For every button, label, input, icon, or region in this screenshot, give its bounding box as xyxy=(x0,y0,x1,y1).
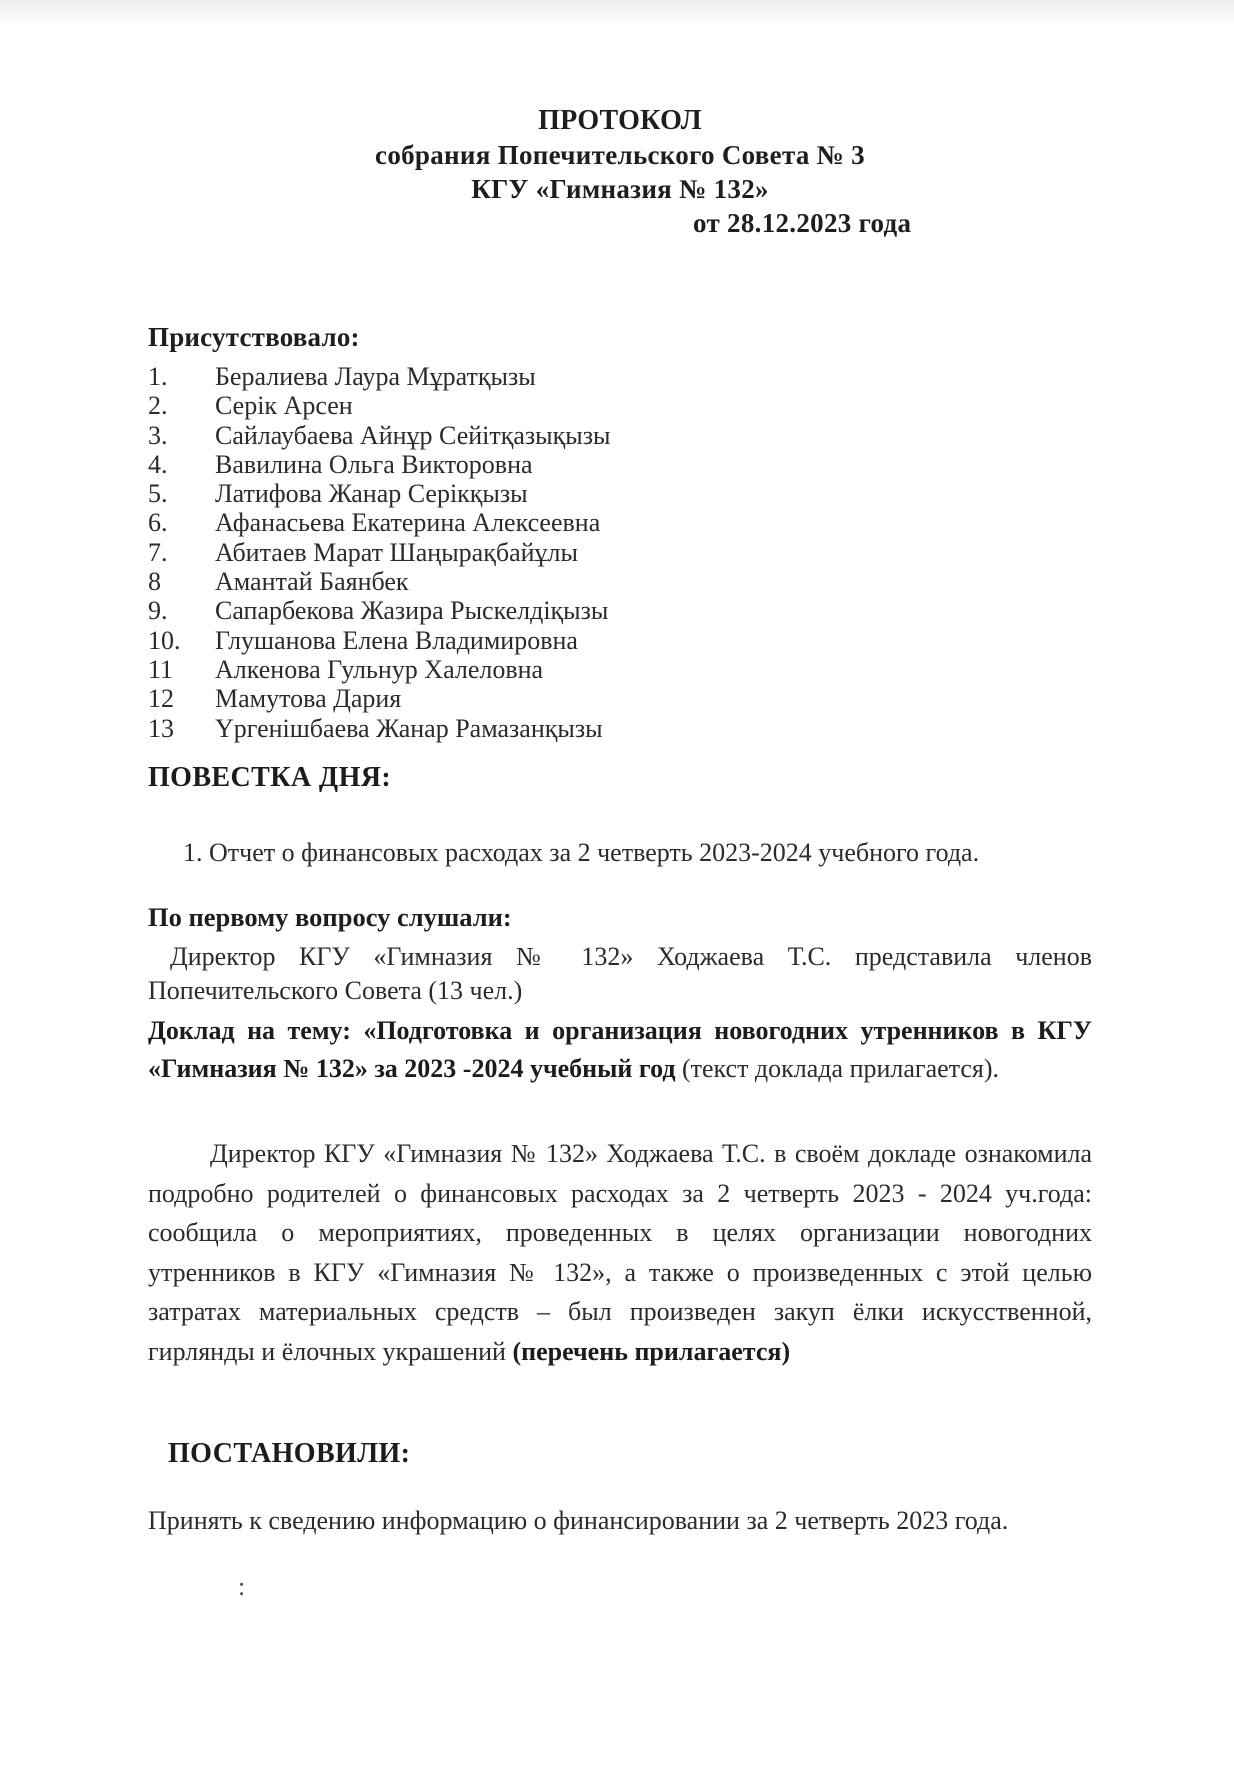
list-item xyxy=(148,362,1092,391)
member-name: Вавилина Ольга Викторовна xyxy=(215,449,533,479)
agenda-item: 1. Отчет о финансовых расходах за 2 четверть 2023-2024 учебного года. xyxy=(183,838,980,867)
member-number: 10. xyxy=(148,625,181,655)
document-subtitle-school: КГУ «Гимназия № 132» xyxy=(471,174,769,204)
first-question-section xyxy=(148,902,1092,1088)
member-number: 5. xyxy=(148,479,168,509)
member-name: Абитаев Марат Шаңырақбайұлы xyxy=(215,537,578,567)
document-title: ПРОТОКОЛ xyxy=(538,105,702,136)
member-number: 8 xyxy=(148,567,161,597)
list-item xyxy=(148,567,1092,596)
list-item xyxy=(148,626,1092,655)
resolution-paragraph: Принять к сведению информацию о финансировании за 2 четверть 2023 года. xyxy=(148,1506,1009,1535)
member-name: Сайлаубаева Айнұр Сейітқазықызы xyxy=(215,420,611,450)
list-item xyxy=(148,421,1092,450)
first-question-intro: Директор КГУ «Гимназия № 132» Ходжаева Т.С. представила членов Попечительского Совета (13 чел.) xyxy=(148,942,1092,1005)
list-item xyxy=(148,596,1092,625)
list-item xyxy=(148,655,1092,684)
document-subtitle-council: собрания Попечительского Совета № 3 xyxy=(375,140,865,170)
member-number: 13 xyxy=(148,713,174,743)
member-name: Афанасьева Екатерина Алексеевна xyxy=(215,508,601,538)
agenda-heading: ПОВЕСТКА ДНЯ: xyxy=(148,762,392,793)
member-number: 9. xyxy=(148,596,168,626)
list-item xyxy=(148,714,1092,743)
report-topic-regular: (текст доклада прилагается). xyxy=(681,1054,999,1083)
member-name: Амантай Баянбек xyxy=(215,567,409,597)
list-item xyxy=(148,508,1092,537)
member-name: Латифова Жанар Серікқызы xyxy=(215,479,528,509)
member-name: Бералиева Лаура Мұратқызы xyxy=(215,362,536,391)
attendees-heading: Присутствовало: xyxy=(148,322,360,352)
resolution-heading: ПОСТАНОВИЛИ: xyxy=(168,1438,411,1469)
member-number: 1. xyxy=(148,362,168,391)
member-number: 6. xyxy=(148,508,168,538)
list-item xyxy=(148,450,1092,479)
member-name: Глушанова Елена Владимировна xyxy=(215,625,578,655)
attendees-section xyxy=(148,322,1092,743)
report-detail-paragraph xyxy=(148,1134,1092,1371)
member-name: Сапарбекова Жазира Рыскелдіқызы xyxy=(215,596,609,626)
member-name: Серік Арсен xyxy=(215,391,353,421)
list-item xyxy=(148,538,1092,567)
document-date: от 28.12.2023 года xyxy=(693,208,912,238)
member-number: 3. xyxy=(148,420,168,450)
first-question-heading: По первому вопросу слушали: xyxy=(148,902,512,932)
report-detail-bold: (перечень прилагается) xyxy=(512,1336,791,1366)
report-topic-paragraph xyxy=(148,1012,1092,1088)
member-number: 2. xyxy=(148,391,168,421)
report-topic-bold: Доклад на тему: «Подготовка и организация новогодних утренников в КГУ «Гимназия № 132» за 2023 -2024 учебный год xyxy=(148,1016,1092,1083)
member-name: Алкенова Гульнур Халеловна xyxy=(215,654,544,684)
member-name: Үргенішбаева Жанар Рамазанқызы xyxy=(215,713,603,743)
report-detail-regular: Директор КГУ «Гимназия № 132» Ходжаева Т.С. в своём докладе ознакомила подробно родителей о финансовых расходах за 2 четверть 2023 - 2024 уч.года: сообщила о мероприятиях, проведенных в целях организации новогодних утренников в КГУ «Гимназия № 132», а также о произведенных с этой целью затратах материальных средств – был произведен закуп ёлки искусственной, гирлянды и ёлочных украшений xyxy=(148,1139,1092,1366)
member-number: 11 xyxy=(148,654,174,684)
member-number: 12 xyxy=(148,684,174,714)
member-name: Мамутова Дария xyxy=(215,684,402,714)
list-item xyxy=(148,391,1092,420)
list-item xyxy=(148,684,1092,713)
member-number: 7. xyxy=(148,537,168,567)
member-number: 4. xyxy=(148,449,168,479)
stray-colon-mark: : xyxy=(238,1572,246,1601)
document-title-block xyxy=(148,104,1092,240)
list-item xyxy=(148,479,1092,508)
